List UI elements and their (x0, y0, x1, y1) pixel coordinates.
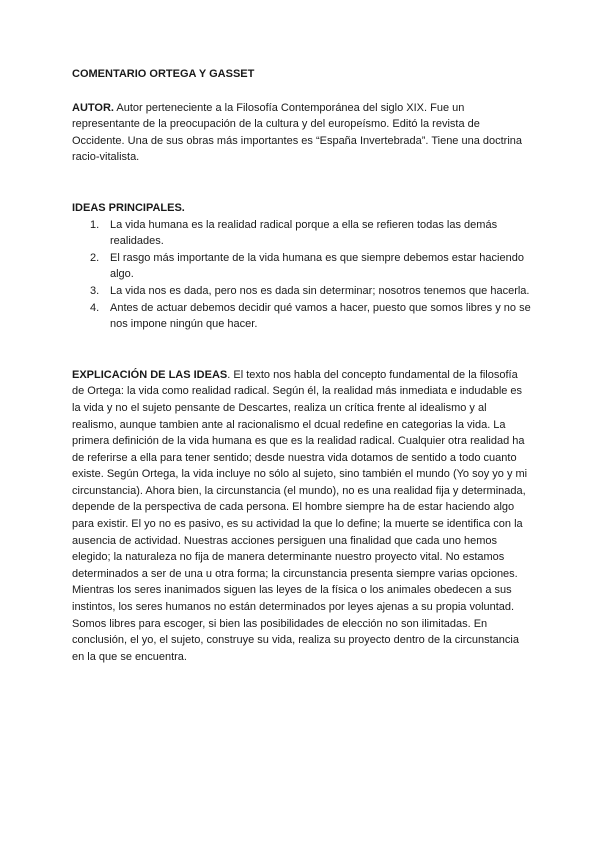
list-item-number: 1. (90, 218, 100, 231)
autor-text: Autor perteneciente a la Filosofía Contemporánea del siglo XIX. Fue un representante de la preocupación de la cultura y del europeísmo. Editó la revista de Occidente. Una de sus obras más importantes es “España Invertebrada”. Tiene una doctrina racio-vitalista. (72, 101, 523, 164)
ideas-list (72, 217, 532, 333)
ideas-heading: IDEAS PRINCIPALES. (72, 201, 185, 214)
list-item (72, 283, 532, 300)
autor-paragraph (72, 100, 532, 166)
list-item-text: Antes de actuar debemos decidir qué vamos a hacer, puesto que somos libres y no se nos impone ningún que hacer. (110, 301, 531, 331)
explicacion-heading: EXPLICACIÓN DE LAS IDEAS (72, 368, 228, 381)
section-spacer (72, 333, 532, 367)
list-item-text: La vida nos es dada, pero nos es dada sin determinar; nosotros tenemos que hacerla. (110, 284, 530, 297)
list-item-text: El rasgo más importante de la vida humana es que siempre debemos estar haciendo algo. (110, 251, 524, 281)
list-item-number: 3. (90, 284, 100, 297)
document-title: COMENTARIO ORTEGA Y GASSET (72, 68, 255, 80)
list-item-number: 4. (90, 301, 100, 314)
autor-heading: AUTOR. (72, 101, 114, 114)
list-item-number: 2. (90, 251, 100, 264)
section-spacer (72, 166, 532, 200)
list-item-text: La vida humana es la realidad radical porque a ella se refieren todas las demás realidades. (110, 218, 498, 248)
explicacion-paragraph (72, 367, 532, 666)
list-item (72, 300, 532, 333)
document-body (72, 66, 532, 665)
list-item (72, 250, 532, 283)
explicacion-text: . El texto nos habla del concepto fundamental de la filosofía de Ortega: la vida como realidad radical. Según él, la realidad más inmediata e indudable es la vida y no el sujeto pensante de Descartes, realiza un crítica frente al idealismo y al realismo, aunque tambien ante al racionalismo el dcual redefine en categorias la vida. La primera definición de la vida humana es que es la realidad radical. Cualquier otra realidad ha de referirse a ella para tener sentido; desde nuestra vida dotamos de sentido a todo cuanto existe. Según Ortega, la vida incluye no sólo al sujeto, sino también el mundo (Yo soy yo y mi circunstancia). Ahora bien, la circunstancia (el mundo), no es una realidad fija y determinada, depende de la perspectiva de cada persona. El hombre siempre ha de estar haciendo algo para existir. El yo no es pasivo, es su actividad la que lo define; la muerte se identifica con la ausencia de actividad. Nuestras acciones persiguen una finalidad que cada uno hemos elegido; la naturaleza no fija de manera determinante nuestro proyecto vital. No estamos determinados a ser de una u otra forma; la circunstancia presenta siempre varias opciones. Mientras los seres inanimados siguen las leyes de la física o los animales obedecen a sus instintos, los seres humanos no están determinados por leyes ajenas a su propia voluntad. Somos libres para escoger, si bien las posibilidades de elección no son ilimitadas. En conclusión, el yo, el sujeto, construye su vida, realiza su proyecto dentro de la circunstancia en la que se encuentra. (72, 368, 528, 663)
list-item (72, 217, 532, 250)
